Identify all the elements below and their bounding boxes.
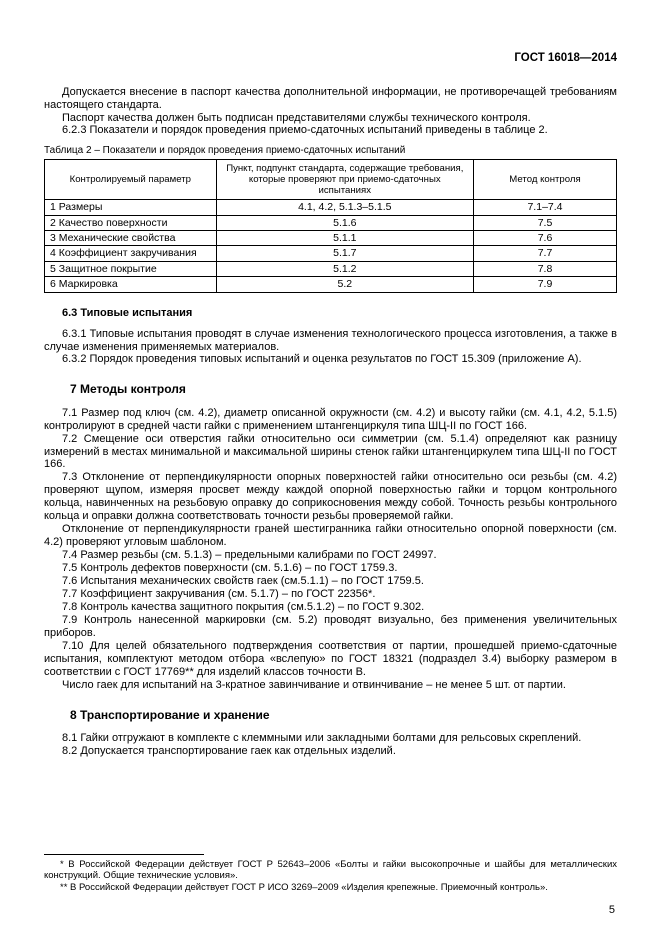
- paragraph-quality-passport-info: Допускается внесение в паспорт качества дополнительной информации, не противоречащей требованиям настоящего стандарта.: [44, 85, 617, 111]
- paragraph-7-6: 7.6 Испытания механических свойств гаек (см.5.1.1) – по ГОСТ 1759.5.: [62, 575, 424, 588]
- table-header-method: Метод контроля: [473, 160, 616, 200]
- cell-clause: 4.1, 4.2, 5.1.3–5.1.5: [216, 200, 473, 215]
- paragraph-7-3: 7.3 Отклонение от перпендикулярности опорных поверхностей гайки относительно оси резьбы (см. 4.2) проверяют щупом, измеряя просвет между каждой опорной поверхностью гайки и торцом контрольного кольца, навинченных на резьбовую оправку до соприкосновения между собой. Точность резьбы контрольного кольца и оправки должна соответствовать точности резьбы проверяемой гайки.: [44, 471, 617, 523]
- paragraph-6-3-2: 6.3.2 Порядок проведения типовых испытаний и оценка результатов по ГОСТ 15.309 (приложение А).: [62, 353, 582, 366]
- cell-param: 2 Качество поверхности: [45, 215, 217, 230]
- paragraph-7-10: 7.10 Для целей обязательного подтверждения соответствия от партии, прошедшей приемо-сдаточные испытания, комплектуют методом отбора «вслепую» по ГОСТ 18321 (подраздел 3.4) выборку размером в соответствии с ГОСТ 17769** для изделий классов точности В.: [44, 640, 617, 678]
- paragraph-7-2: 7.2 Смещение оси отверстия гайки относительно оси симметрии (см. 5.1.4) определяют как разницу измерений в местах минимальной и максимальной ширины стенок гайки штангенциркулем типа ШЦ-II по ГОСТ 166.: [44, 432, 617, 471]
- table-row: [45, 261, 617, 276]
- cell-clause: 5.1.1: [216, 231, 473, 246]
- paragraph-8-1: 8.1 Гайки отгружают в комплекте с клеммными или закладными болтами для рельсовых скреплений.: [62, 732, 582, 745]
- paragraph-7-7: 7.7 Коэффициент закручивания (см. 5.1.7) – по ГОСТ 22356*.: [62, 588, 376, 601]
- paragraph-quality-passport-sign: Паспорт качества должен быть подписан представителями службы технического контроля.: [62, 111, 531, 124]
- table-row: [45, 215, 617, 230]
- cell-param: 3 Механические свойства: [45, 231, 217, 246]
- paragraph-7-9: 7.9 Контроль нанесенной маркировки (см. 5.2) проводят визуально, без применения увеличительных приборов.: [44, 614, 617, 640]
- paragraph-8-2: 8.2 Допускается транспортирование гаек как отдельных изделий.: [62, 745, 396, 758]
- table-row: [45, 200, 617, 215]
- paragraph-6-2-3: 6.2.3 Показатели и порядок проведения приемо-сдаточных испытаний приведены в таблице 2.: [62, 124, 548, 137]
- cell-method: 7.7: [473, 246, 616, 261]
- paragraph-nuts-count: Число гаек для испытаний на 3-кратное завинчивание и отвинчивание – не менее 5 шт. от партии.: [62, 678, 566, 691]
- table-2: [44, 159, 617, 292]
- footnote-2: ** В Российской Федерации действует ГОСТ Р ИСО 3269–2009 «Изделия крепежные. Приемочный контроль».: [60, 881, 548, 893]
- cell-clause: 5.2: [216, 277, 473, 292]
- paragraph-7-8: 7.8 Контроль качества защитного покрытия (см.5.1.2) – по ГОСТ 9.302.: [62, 601, 425, 614]
- footnote-divider: [44, 854, 204, 855]
- cell-method: 7.6: [473, 231, 616, 246]
- cell-clause: 5.1.6: [216, 215, 473, 230]
- table-row: [45, 231, 617, 246]
- table-header-param: Контролируемый параметр: [45, 160, 217, 200]
- heading-8: 8 Транспортирование и хранение: [70, 707, 270, 722]
- paragraph-7-1: 7.1 Размер под ключ (см. 4.2), диаметр описанной окружности (см. 4.2) и высоту гайки (см. 4.1, 4.2, 5.1.5) контролируют в средней части гайки с применением штангенциркуля типа ШЦ-II по ГОСТ 166.: [44, 406, 617, 432]
- footnotes: [44, 854, 617, 893]
- paragraph-7-3-cont: Отклонение от перпендикулярности граней шестигранника гайки относительно опорной поверхности (см. 4.2) проверяют угловым шаблоном.: [44, 523, 617, 549]
- table-header-clause: Пункт, подпункт стандарта, содержащие требования, которые проверяют при приемо-сдаточных испытаниях: [216, 160, 473, 200]
- paragraph-6-3-1: 6.3.1 Типовые испытания проводят в случае изменения технологического процесса изготовления, а также в случае изменения применяемых материалов.: [44, 327, 617, 353]
- cell-method: 7.9: [473, 277, 616, 292]
- paragraph-7-5: 7.5 Контроль дефектов поверхности (см. 5.1.6) – по ГОСТ 1759.3.: [62, 562, 398, 575]
- table-row: [45, 246, 617, 261]
- cell-param: 5 Защитное покрытие: [45, 261, 217, 276]
- cell-method: 7.5: [473, 215, 616, 230]
- footnote-1: * В Российской Федерации действует ГОСТ Р 52643–2006 «Болты и гайки высокопрочные и шайбы для металлических конструкций. Общие технические условия».: [44, 858, 617, 882]
- heading-7: 7 Методы контроля: [70, 382, 186, 397]
- table-header-row: [45, 160, 617, 200]
- cell-method: 7.8: [473, 261, 616, 276]
- cell-clause: 5.1.7: [216, 246, 473, 261]
- table-2-caption: Таблица 2 – Показатели и порядок проведения приемо-сдаточных испытаний: [44, 145, 406, 157]
- cell-clause: 5.1.2: [216, 261, 473, 276]
- paragraph-7-4: 7.4 Размер резьбы (см. 5.1.3) – предельными калибрами по ГОСТ 24997.: [62, 549, 437, 562]
- heading-6-3: 6.3 Типовые испытания: [62, 306, 193, 319]
- cell-method: 7.1–7.4: [473, 200, 616, 215]
- doc-number: ГОСТ 16018—2014: [514, 52, 617, 64]
- cell-param: 6 Маркировка: [45, 277, 217, 292]
- page-number: 5: [608, 904, 615, 917]
- cell-param: 1 Размеры: [45, 200, 217, 215]
- cell-param: 4 Коэффициент закручивания: [45, 246, 217, 261]
- table-row: [45, 277, 617, 292]
